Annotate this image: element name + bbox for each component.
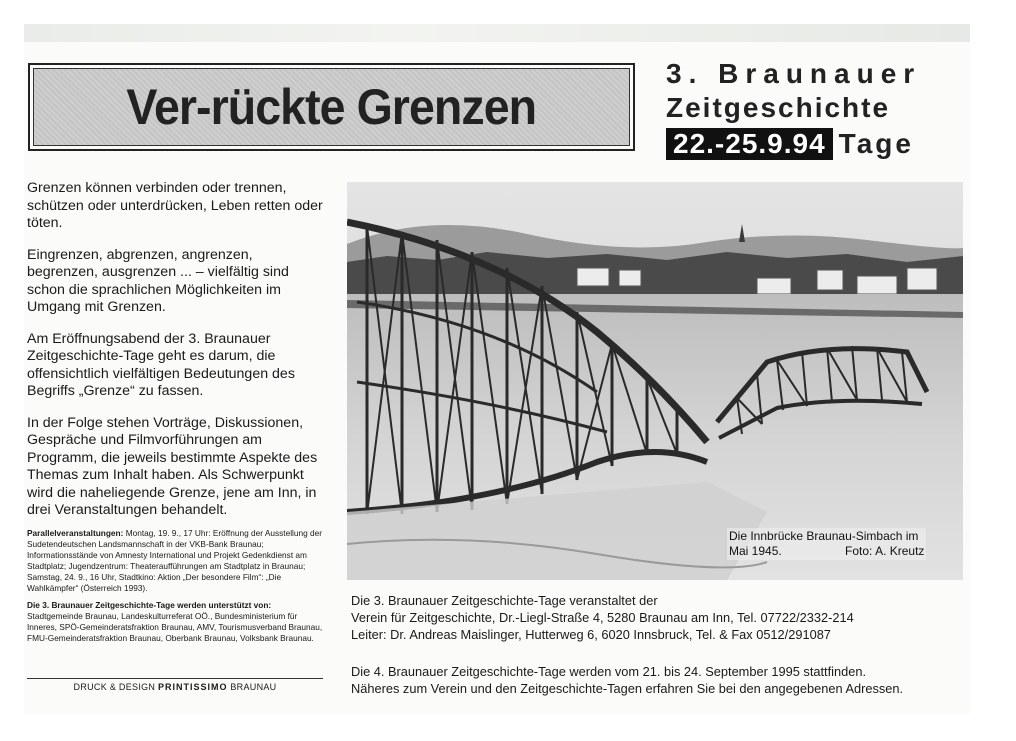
bridge-photo (347, 182, 963, 580)
parallel-events-label: Parallelveranstaltungen: (27, 527, 124, 538)
intro-column (27, 180, 327, 650)
printer-suffix: BRAUNAU (230, 682, 277, 692)
sponsors-label: Die 3. Braunauer Zeitgeschichte-Tage werden unterstützt von: (27, 599, 272, 610)
photo-caption-date: Mai 1945. (729, 544, 782, 558)
printer-credit (27, 682, 323, 692)
event-heading-line3 (666, 126, 970, 162)
parallel-events-text: Montag, 19. 9., 17 Uhr: Eröffnung der Ausstellung der Sudetendeutschen Landsmannschaft in der VKB-Bank Braunau; Informationsstände von Amnesty International und Projekt Gedenkdienst am Stadtplatz; Jugendzentrum: Theateraufführungen am Stadtplatz in Braunau; Samstag, 24. 9., 16 Uhr, Stadtkino: Aktion „Der besondere Film“: „Die Wahlkämpfer“ (Österreich 1993). (27, 527, 323, 593)
page-title: Ver-rückte Grenzen (126, 79, 537, 135)
intro-paragraph-4: In der Folge stehen Vorträge, Diskussionen, Gespräche und Filmvorführungen am Programm, die jeweils bestimmte Aspekte des Themas zum Inhalt haben. Als Schwerpunkt wird die naheliegende Grenze, jene am Inn, in drei Veranstaltungen behandelt. (27, 414, 318, 518)
event-heading-line2: Zeitgeschichte (666, 92, 891, 123)
organizer-info (351, 592, 961, 697)
more-info-line: Näheres zum Verein und den Zeitgeschichte-Tagen erfahren Sie bei den angegebenen Adressen. (351, 681, 904, 696)
scan-top-band (24, 24, 970, 42)
organizer-line-3: Leiter: Dr. Andreas Maislinger, Hutterweg 6, 6020 Innsbruck, Tel. & Fax 0512/291087 (351, 627, 831, 642)
sponsors (27, 600, 327, 644)
bridge-photo-illustration (347, 182, 963, 580)
photo-caption (727, 528, 926, 560)
parallel-events (27, 528, 327, 594)
organizer-line-2: Verein für Zeitgeschichte, Dr.-Liegl-Straße 4, 5280 Braunau am Inn, Tel. 07722/2332-214 (351, 610, 854, 625)
intro-paragraph-3: Am Eröffnungsabend der 3. Braunauer Zeitgeschichte-Tage geht es darum, die offensichtlich vielfältigen Bedeutungen des Begriffs „Grenze“ zu fassen. (27, 330, 295, 399)
intro-paragraph-1: Grenzen können verbinden oder trennen, schützen oder unterdrücken, Leben retten oder töten. (27, 180, 323, 231)
intro-paragraph-2: Eingrenzen, abgrenzen, angrenzen, begrenzen, ausgrenzen ... – vielfältig sind schon die sprachlichen Möglichkeiten im Umgang mit Grenzen. (27, 246, 289, 315)
sponsors-text: Stadtgemeinde Braunau, Landeskulturreferat OÖ., Bundesministerium für Inneres, SPÖ-Gemeinderatsfraktion Braunau, AMV, Tourismusverband Braunau, FMU-Gemeinderatsfraktion Braunau, Oberbank Braunau, Volksbank Braunau. (27, 610, 323, 643)
photo-caption-line1: Die Innbrücke Braunau-Simbach im (729, 529, 919, 543)
printer-prefix: DRUCK & DESIGN (73, 682, 156, 692)
printer-brand: PRINTISSIMO (158, 682, 228, 692)
event-heading (666, 58, 970, 162)
organizer-line-1: Die 3. Braunauer Zeitgeschichte-Tage veranstaltet der (351, 593, 658, 608)
photo-credit: Foto: A. Kreutz (845, 544, 925, 558)
event-heading-line1: 3. Braunauer (666, 58, 922, 89)
next-event-line: Die 4. Braunauer Zeitgeschichte-Tage werden vom 21. bis 24. September 1995 stattfinden. (351, 664, 867, 679)
title-panel (33, 68, 630, 146)
printer-divider (27, 678, 323, 679)
title-box (28, 63, 635, 151)
event-date-badge: 22.-25.9.94 (666, 128, 833, 160)
event-heading-tage: Tage (838, 128, 914, 159)
flyer-page (24, 24, 970, 714)
